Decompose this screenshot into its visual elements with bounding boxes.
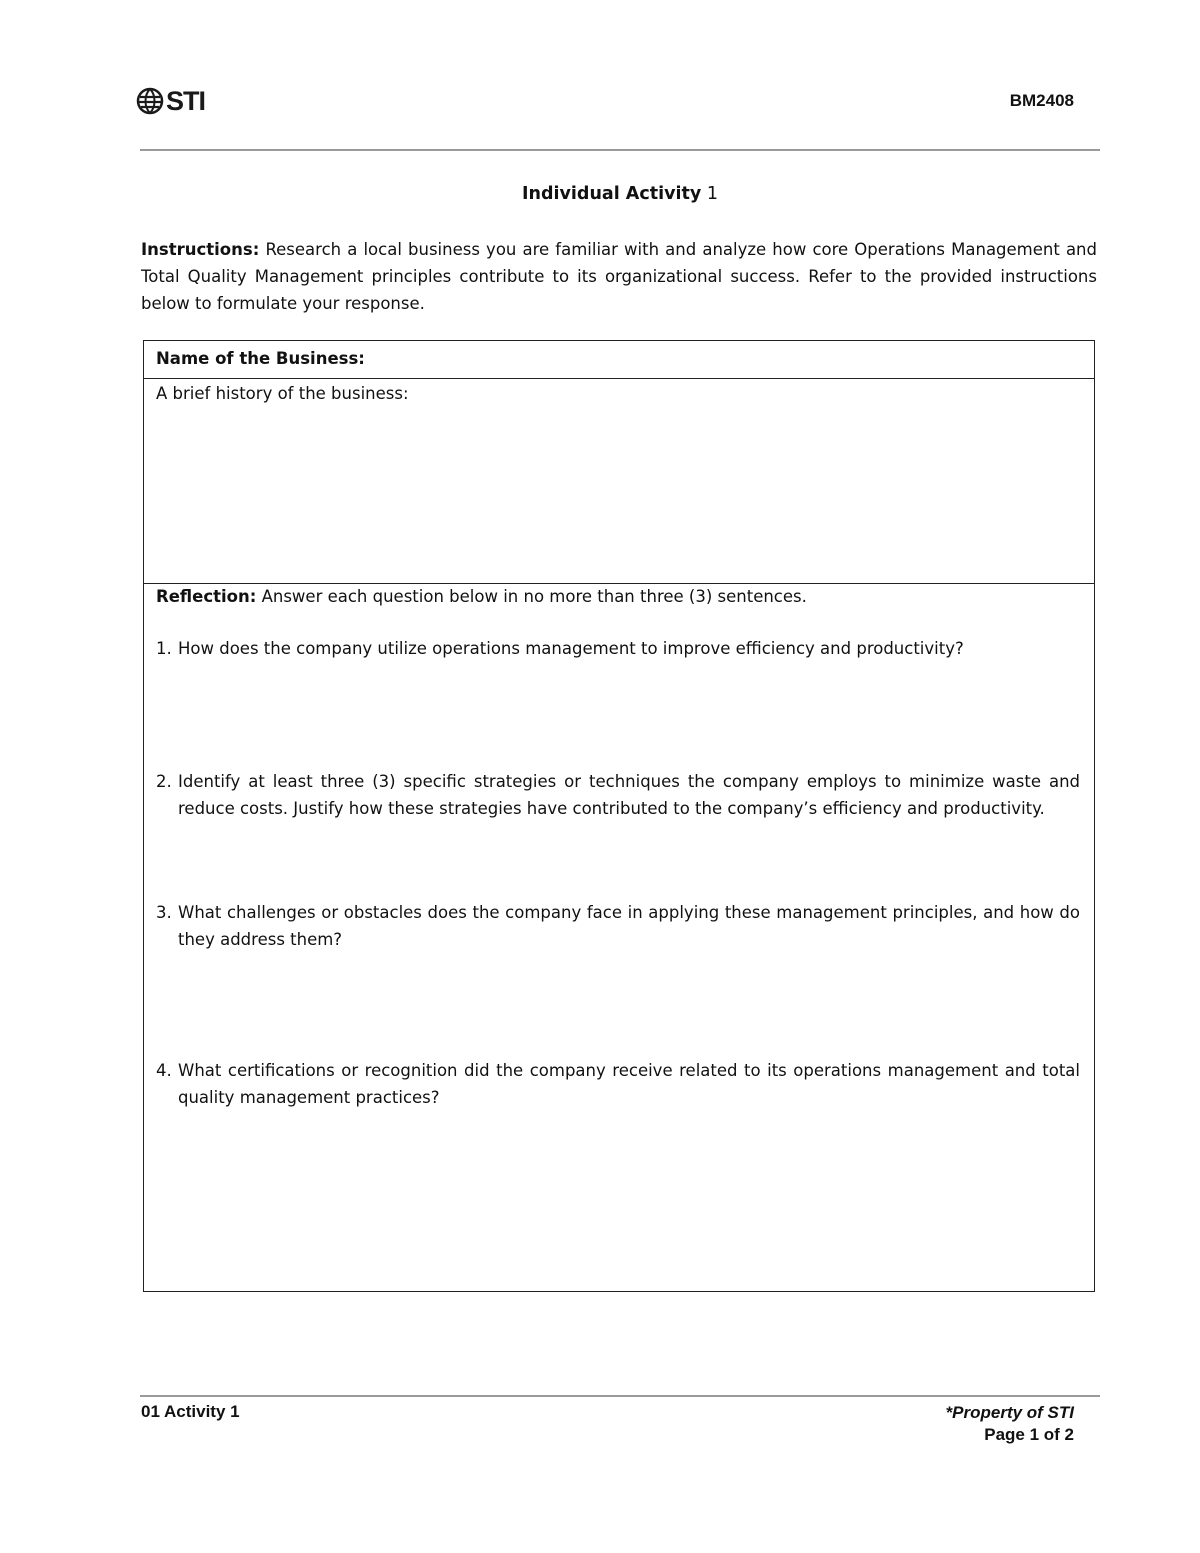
footer-rule	[140, 1395, 1100, 1397]
question-text: Identify at least three (3) specific strategies or techniques the company employs to minimize waste and reduce costs. Justify how these strategies have contributed to the company’s efficiency and productivity.	[178, 772, 1080, 818]
sti-logo	[136, 86, 206, 116]
instructions-label: Instructions:	[141, 240, 260, 259]
history-label: A brief history of the business:	[156, 384, 409, 403]
question-4	[156, 1057, 1080, 1111]
question-number: 2.	[156, 772, 172, 791]
question-text: How does the company utilize operations management to improve efficiency and productivity?	[178, 639, 964, 658]
title-text: Individual Activity	[522, 184, 702, 204]
document-code: BM2408	[1009, 91, 1074, 110]
question-number: 4.	[156, 1061, 172, 1080]
sti-globe-icon	[136, 87, 164, 115]
business-name-label: Name of the Business:	[156, 349, 365, 368]
logo-text: STI	[166, 85, 206, 116]
question-1	[156, 635, 1080, 662]
header-rule	[140, 149, 1100, 151]
page-number: Page 1 of 2	[984, 1425, 1074, 1444]
reflection-label: Reflection:	[156, 587, 257, 606]
reflection-text: Answer each question below in no more than three (3) sentences.	[261, 587, 807, 606]
footer-right	[946, 1402, 1074, 1446]
property-notice: *Property of STI	[945, 1403, 1074, 1422]
question-number: 1.	[156, 639, 172, 658]
footer-activity-label: 01 Activity 1	[141, 1402, 240, 1421]
business-name-row[interactable]	[144, 341, 1094, 379]
question-number: 3.	[156, 903, 172, 922]
title-number: 1	[706, 184, 718, 204]
reflection-section[interactable]	[156, 583, 1080, 1111]
question-2	[156, 768, 1080, 822]
page-title	[0, 184, 1200, 204]
question-text: What challenges or obstacles does the company face in applying these management principles, and how do they address them?	[178, 903, 1080, 949]
question-3	[156, 899, 1080, 953]
history-row[interactable]	[144, 378, 1094, 584]
activity-table	[143, 340, 1095, 1292]
reflection-intro	[156, 583, 1080, 610]
instructions-paragraph	[141, 236, 1097, 317]
question-text: What certifications or recognition did the company receive related to its operations management and total quality management practices?	[178, 1061, 1080, 1107]
instructions-text: Research a local business you are familiar with and analyze how core Operations Management and Total Quality Management principles contribute to its organizational success. Refer to the provided instructions below to formulate your response.	[141, 240, 1097, 313]
